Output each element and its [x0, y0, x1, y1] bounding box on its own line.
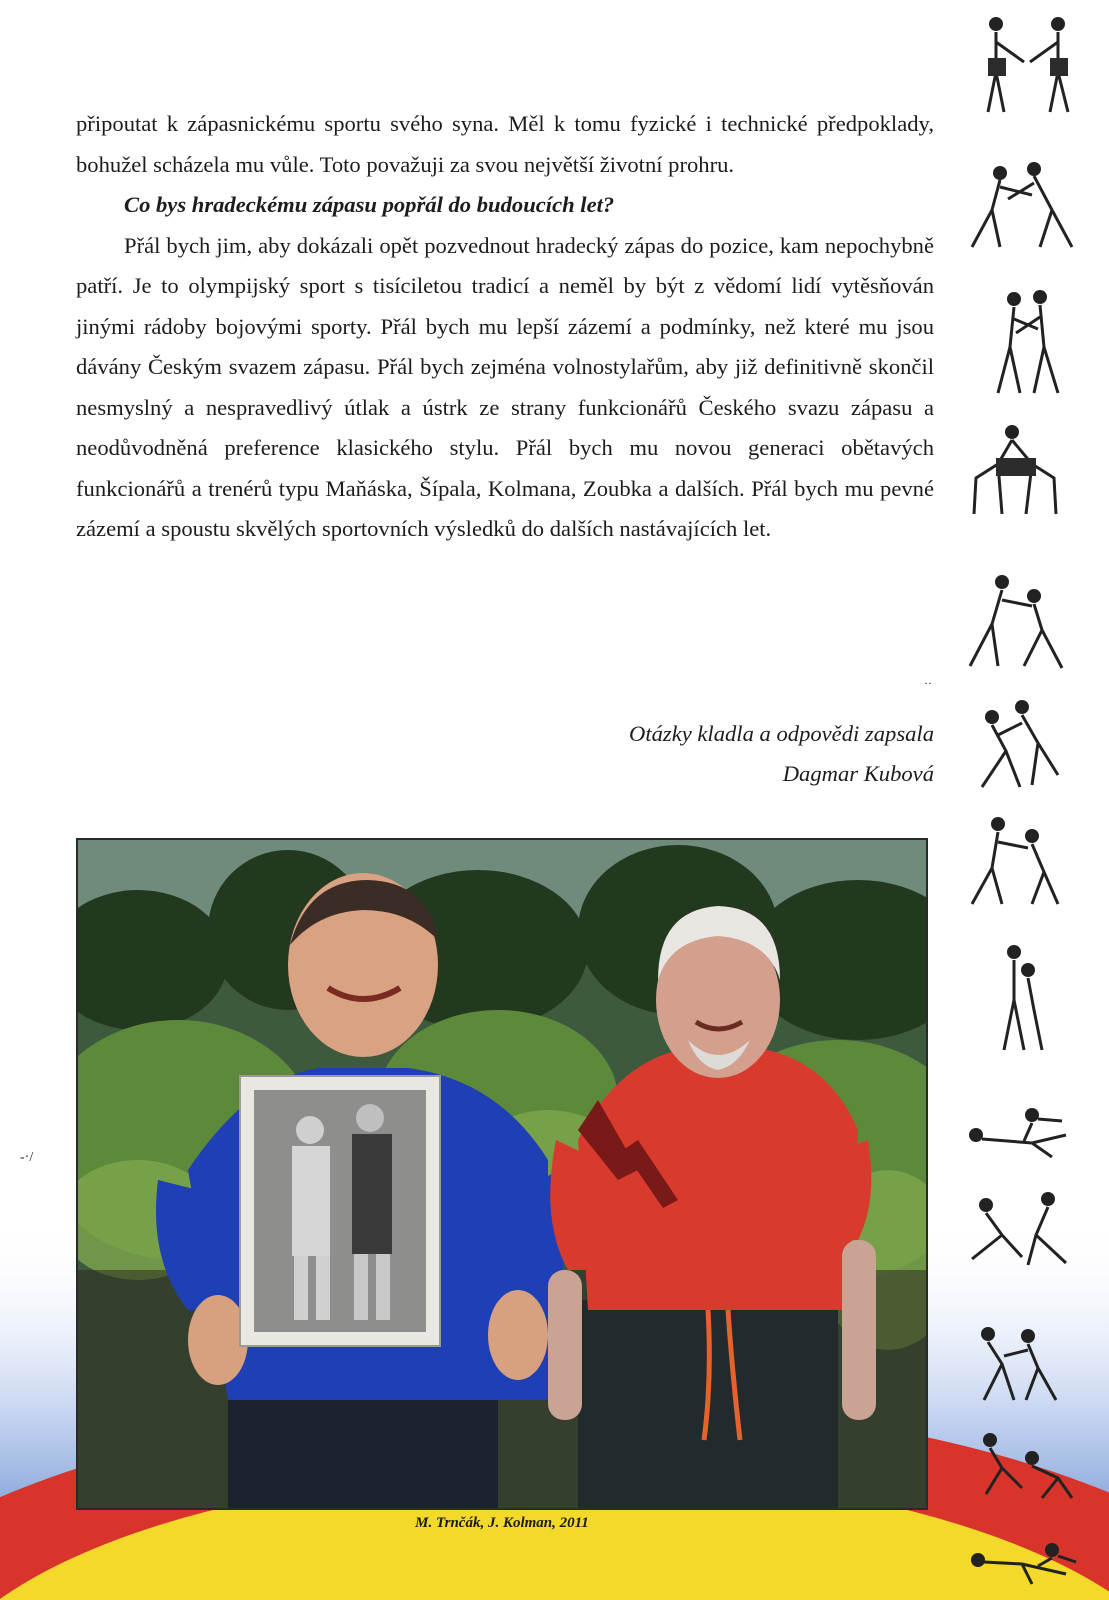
wrestler-pair-icon: [962, 1320, 1072, 1410]
article-body: [76, 104, 934, 550]
margin-mark: -·/: [20, 1150, 34, 1165]
wrestler-pair-icon: [962, 1428, 1082, 1508]
wrestler-pair-icon: [962, 812, 1072, 912]
wrestler-pair-icon: [962, 1185, 1082, 1275]
wrestler-pair-icon: [978, 940, 1068, 1060]
photograph: [76, 838, 928, 1510]
wrestler-pair-icon: [962, 155, 1102, 255]
article-paragraph: připoutat k zápasnickému sportu svého syna. Měl k tomu fyzické i technické předpoklady, bohužel scházela mu vůle. Toto považuji za svou největší životní prohru.: [76, 111, 934, 177]
photo-caption: M. Trnčák, J. Kolman, 2011: [415, 1515, 589, 1531]
wrestler-pair-icon: [976, 12, 1086, 124]
wrestler-pair-icon: [962, 1095, 1082, 1165]
wrestler-pair-icon: [962, 418, 1072, 528]
signature-line: Otázky kladla a odpovědi zapsala: [629, 721, 934, 746]
interview-answer: Přál bych jim, aby dokázali opět pozvednout hradecký zápas do pozice, kam nepochybně patří. Je to olympijský sport s tisíciletou tradicí a neměl by být z vědomí lidí vytěsňován jinými rádoby bojovými sporty. Přál bych mu lepší zázemí a podmínky, než které mu jsou dávány Českým svazem zápasu. Přál bych zejména volnostylařům, aby již definitivně skončil nesmyslný a nespravedlivý útlak a ústrk ze strany funkcionářů Českého svazu zápasu a neodůvodněná preference klasického stylu. Přál bych mu novou generaci obětavých funkcionářů a trenérů typu Maňáska, Šípala, Kolmana, Zoubka a dalších. Přál bych mu pevné zázemí a spoustu skvělých sportovních výsledků do dalších nastávajících let.: [76, 232, 934, 541]
wrestler-illustration-column: [962, 0, 1109, 1600]
wrestler-pair-icon: [962, 1530, 1082, 1590]
wrestler-pair-icon: [962, 695, 1072, 795]
margin-mark: ··: [924, 676, 932, 690]
signature-block: [629, 714, 934, 794]
signature-author: Dagmar Kubová: [782, 761, 934, 786]
wrestler-pair-icon: [976, 285, 1086, 405]
interview-question: Co bys hradeckému zápasu popřál do budoucích let?: [124, 192, 615, 217]
wrestler-pair-icon: [962, 570, 1072, 680]
